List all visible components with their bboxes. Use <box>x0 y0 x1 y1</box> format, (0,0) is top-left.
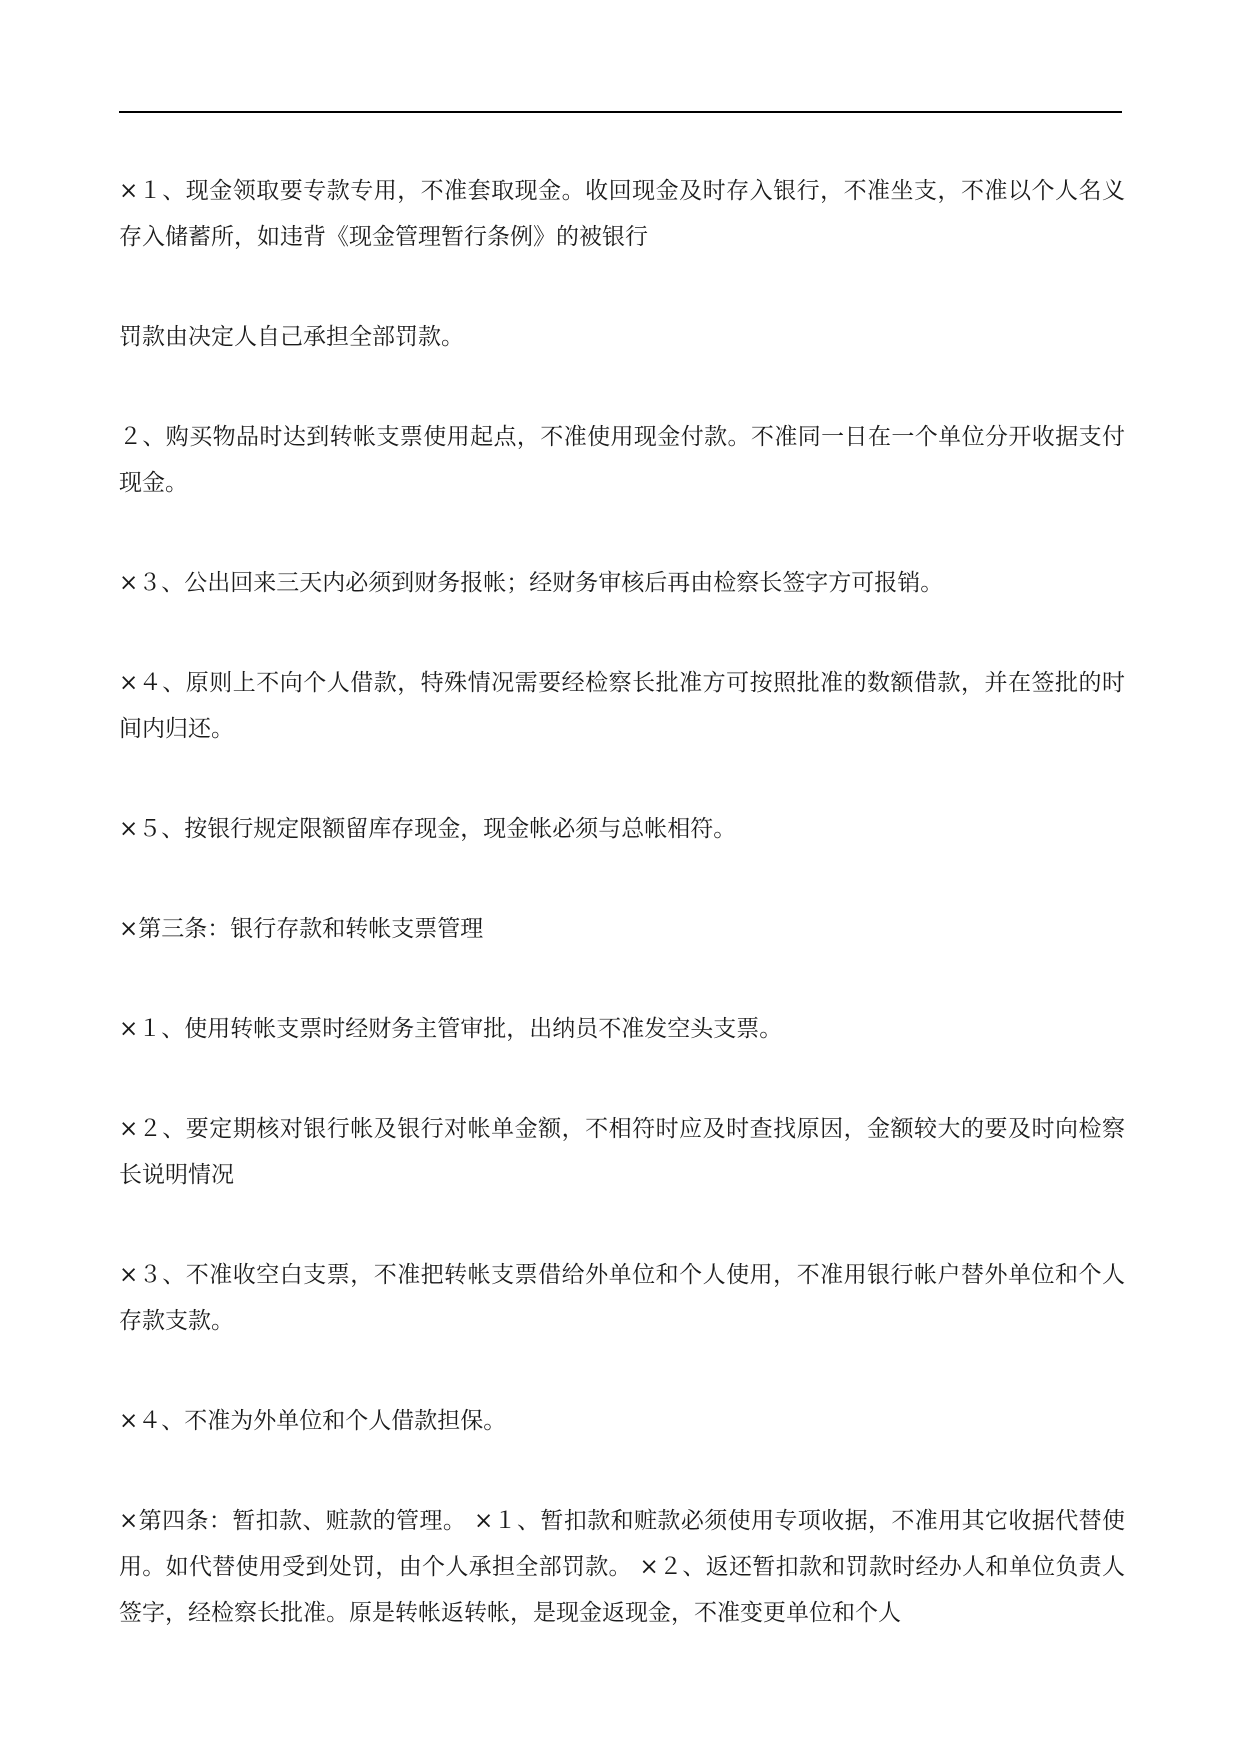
paragraph: ×２、要定期核对银行帐及银行对帐单金额，不相符时应及时查找原因，金额较大的要及时向检察长说明情况 <box>119 1116 1125 1188</box>
section-paragraph: ×第四条：暂扣款、赃款的管理。 ×１、暂扣款和赃款必须使用专项收据，不准用其它收据代替使用。如代替使用受到处罚，由个人承担全部罚款。 ×２、返还暂扣款和罚款时经办人和单位负责人签字，经检察长批准。原是转帐返转帐，是现金返现金，不准变更单位和个人 <box>119 1508 1125 1626</box>
paragraph: ×３、公出回来三天内必须到财务报帐；经财务审核后再由检察长签字方可报销。 <box>119 570 944 596</box>
paragraph: 罚款由决定人自己承担全部罚款。 <box>119 324 464 350</box>
paragraph: ×３、不准收空白支票，不准把转帐支票借给外单位和个人使用，不准用银行帐户替外单位和个人存款支款。 <box>119 1262 1125 1334</box>
paragraph: ×４、不准为外单位和个人借款担保。 <box>119 1408 507 1434</box>
paragraph: ×１、使用转帐支票时经财务主管审批，出纳员不准发空头支票。 <box>119 1016 783 1042</box>
paragraph: ×１、现金领取要专款专用，不准套取现金。收回现金及时存入银行，不准坐支，不准以个人名义存入储蓄所，如违背《现金管理暂行条例》的被银行 <box>119 178 1125 250</box>
section-heading: ×第三条：银行存款和转帐支票管理 <box>119 916 484 942</box>
paragraph: ２、购买物品时达到转帐支票使用起点，不准使用现金付款。不准同一日在一个单位分开收据支付现金。 <box>119 424 1125 496</box>
header-rule <box>119 111 1122 113</box>
document-body <box>119 168 1125 1636</box>
paragraph: ×５、按银行规定限额留库存现金，现金帐必须与总帐相符。 <box>119 816 737 842</box>
paragraph: ×４、原则上不向个人借款，特殊情况需要经检察长批准方可按照批准的数额借款，并在签批的时间内归还。 <box>119 670 1125 742</box>
